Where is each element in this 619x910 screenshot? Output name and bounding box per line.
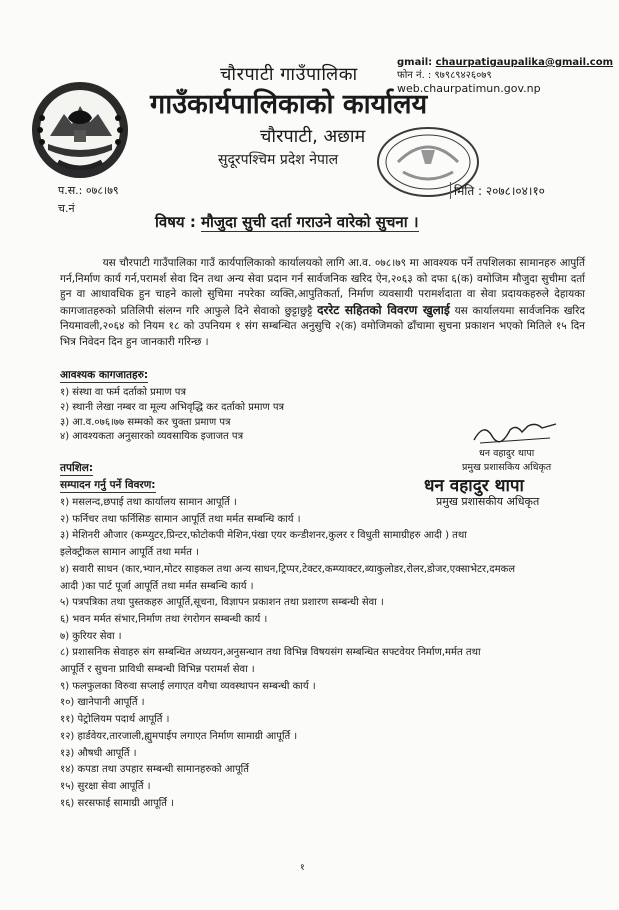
org-name: चौरपाटी गाउँपालिका (220, 64, 358, 85)
list-item: १५) सुरक्षा सेवा आपूर्ति । (60, 780, 151, 792)
office-title: गाउँकार्यपालिकाको कार्यालय (150, 89, 428, 120)
list-item: १६) सरसफाई सामाग्री आपूर्ति । (60, 797, 174, 809)
subject-text: मौजुदा सुची दर्ता गराउने वारेको सुचना । (201, 213, 419, 231)
body-part-1: यस चौरपाटी गाउँपालिका गाउँ कार्यपालिकाको कार्यालयको लागि आ.व. ०७८।७९ मा आवश्यक पर्ने तपशिलका सामानहरु आपुर्ति गर्न,निर्माण कार्य गर्न,परामर्श सेवा दिन तथा अन्य सेवा प्रदान गर्न सार्वजनिक खरिद ऐन,२०६३ को दफा ६(क) वमोजिम मौजुदा सुचीमा दर्ता हुन वा आधावधिक हुन चाहने कालो सुचिमा नपरेका व्यक्ति,आपुतिकर्ता, निर्माण व्यवसायी परामर्शदाता वा सेवा प्रदायकहरुले देहायका कागजातहरुको प्रतिलिपी संलग्न गरि आफुले दिने सेवाको छुट्टाछुट्टै (60, 257, 585, 317)
list-item: १३) औषधी आपूर्ति । (60, 747, 137, 759)
subject-prefix: विषय : (155, 213, 196, 231)
notice-date: मिति : २०७८।०४।१० (450, 182, 545, 199)
list-item: २) स्थानी लेखा नम्बर वा मूल्य अभिवृद्धि कर दर्ताको प्रमाण पत्र (60, 401, 285, 413)
list-item: आपूर्ति र सुचना प्राविधी सम्बन्धी विभिन्न परामर्श सेवा । (60, 664, 255, 676)
subject-line (155, 212, 419, 232)
list-item: ९) फलफुलका विरुवा सप्लाई लगाएत वगैचा व्यवस्थापन सम्बन्धी कार्य । (60, 680, 316, 692)
list-item: १) मसलन्द,छपाई तथा कार्यालय सामान आपूर्ति । (60, 497, 237, 508)
body-highlight: दररेट सहितको विवरण खुलाई (317, 302, 450, 317)
list-item: ७) कुरियर सेवा । (60, 630, 122, 642)
gmail-link[interactable]: chaurpatigaupalika@gmail.com (435, 57, 614, 68)
list-item: ६) भवन मर्मत संभार,निर्माण तथा रंगरोगन सम्बन्धी कार्य । (60, 613, 268, 625)
list-item: २) फर्निचर तथा फर्निसिङ सामान आपूर्ति तथा मर्मत सम्बन्धि कार्य । (60, 513, 301, 525)
signer-name: धन वहादुर थापा (478, 448, 535, 459)
handwritten-signature (470, 418, 560, 446)
details-title: तपशिल: (60, 462, 94, 474)
chalani-number: च.नं (58, 202, 75, 215)
list-item: १) संस्था वा फर्म दर्ताको प्रमाण पत्र (60, 387, 187, 398)
list-item: ३) आ.व.०७६।७७ सम्मको कर चुक्ता प्रमाण पत्र (60, 416, 231, 428)
phone-line: फोन नं. : ९७९८९४२६०७९ (397, 70, 492, 81)
signer-stamp-name: धन वहादुर थापा (424, 476, 524, 496)
list-item: १४) कपडा तथा उपहार सम्बन्धी सामानहरुको आपूर्ति (60, 764, 249, 776)
list-item: इलेक्ट्रीकल सामान आपूर्ति तथा मर्मत । (60, 547, 199, 559)
page-number: १ (300, 863, 305, 873)
details-subtitle: सम्पादन गर्नु पर्ने विवरण: (60, 479, 156, 491)
list-item: ११) पेट्रोलियम पदार्थ आपूर्ति । (60, 714, 170, 726)
list-item: ३) मेशिनरी औजार (कम्प्युटर,प्रिन्टर,फोटोकपी मेशिन,पंखा एयर कन्डीशनर,कुलर र विधुती सामाग्रीहरु आदी ) तथा (60, 530, 467, 542)
signer-stamp-title: प्रमुख प्रशासकीय अधिकृत (436, 495, 540, 508)
signer-title: प्रमुख प्रशासकिय अधिकृत (462, 462, 552, 473)
nepal-emblem-logo (28, 78, 132, 182)
gmail-line (397, 56, 613, 69)
list-item: १०) खानेपानी आपूर्ति । (60, 697, 145, 709)
list-item: आदी )का पार्ट पूर्जा आपूर्ति तथा मर्मत सम्बन्धि कार्य । (60, 580, 254, 592)
notice-body (60, 256, 585, 351)
requirements-title: आवश्यक कागजातहरु: (60, 369, 149, 381)
patra-sankhya: प.स.: ०७८।७९ (58, 184, 119, 197)
list-item: १२) हार्डवेयर,तारजाली,ह्युमपाईप लगाएत निर्माण सामाग्री आपूर्ति । (60, 730, 298, 742)
list-item: ४) सवारी साधन (कार,भ्यान,मोटर साइकल तथा अन्य साधन,ट्रिप्पर,टेक्टर,कम्प्याक्टर,ब्याकुलोडर,रोलर,डोजर,एक्साभेटर,दमकल (60, 563, 516, 575)
gmail-label: gmail: (397, 57, 433, 68)
office-place: चौरपाटी, अछाम (260, 126, 366, 147)
contact-block (397, 56, 613, 95)
body-part-2: यस कार्यालयमा सार्वजनिक खरिद नियमावली,२०६४ को नियम १८ को उपनियम १ संग सम्बन्धित अनुसुचि २(क) वमोजिमको ढाँचामा सुचना प्रकाशन भएको मितिले १५ दिन भित्र निवेदन दिन हुन जानकारी गरिन्छ । (60, 304, 586, 348)
requirements-list (60, 386, 284, 445)
province-name: सुदूरपश्चिम प्रदेश नेपाल (218, 152, 339, 168)
signer-block (462, 447, 551, 475)
list-item: ५) पत्रपत्रिका तथा पुस्तकहरु आपूर्ति,सूचना, विज्ञापन प्रकाशन तथा प्रशारण सम्बन्धी सेवा । (60, 597, 384, 609)
list-item: ८) प्रशासनिक सेवाहरु संग सम्बन्धित अध्ययन,अनुसन्धान तथा विभिन्न विषयसंग सम्बन्धित सफ्टवेयर निर्माण,मर्मत तथा (60, 647, 481, 659)
website-line: web.chaurpatimun.gov.np (397, 82, 541, 95)
list-item: ४) आवश्यकता अनुसारको व्यवसायिक इजाजत पत्र (60, 431, 244, 443)
details-list (60, 495, 590, 812)
reference-numbers (58, 182, 119, 218)
